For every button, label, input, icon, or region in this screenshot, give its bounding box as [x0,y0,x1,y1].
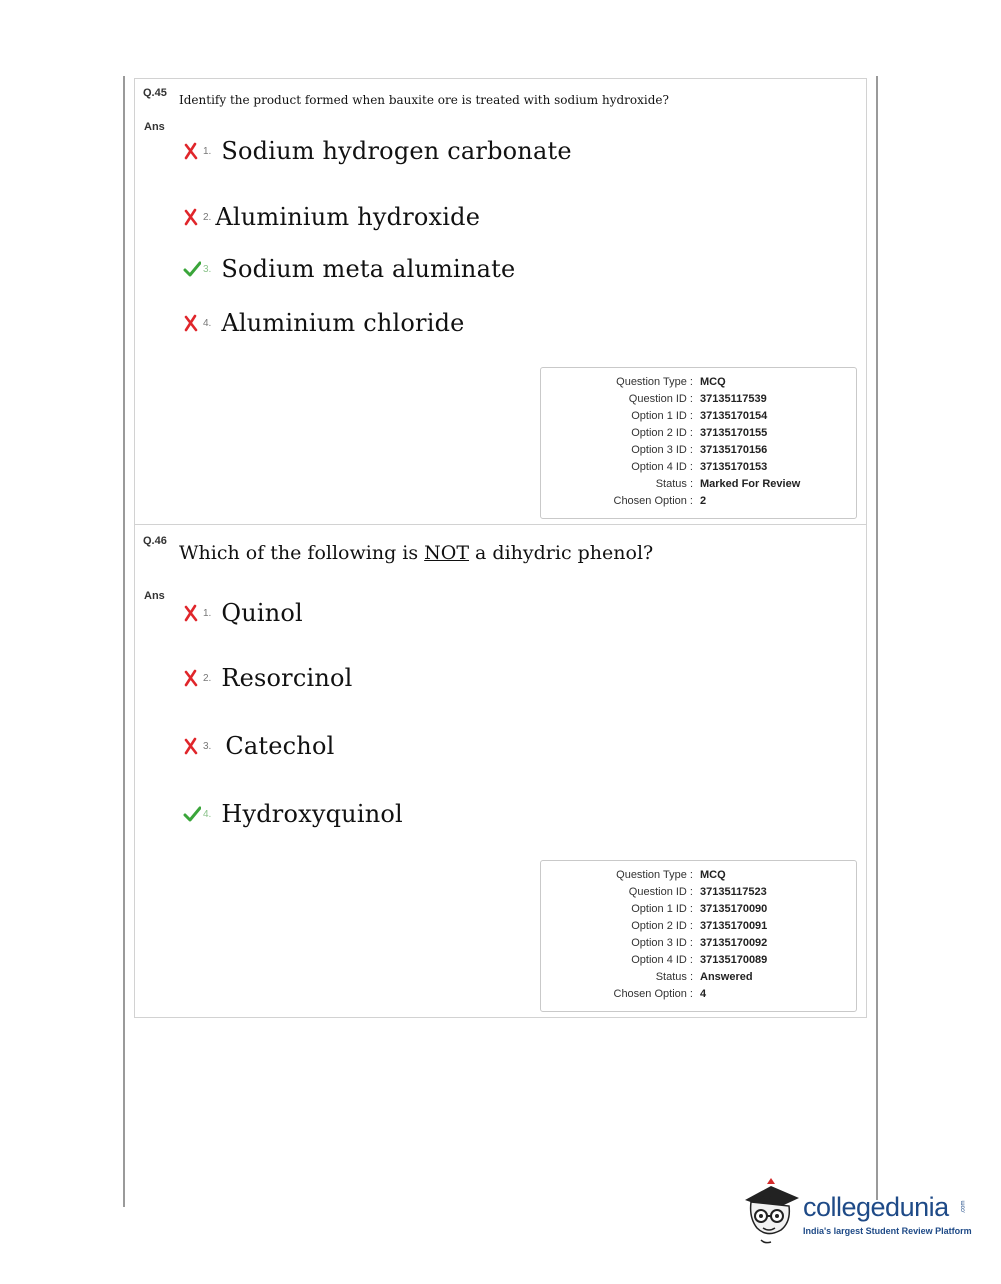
cross-icon [183,314,199,332]
meta-question-id: Question ID : 37135117539 [628,393,767,405]
meta-chosen-option: Chosen Option : 4 [613,988,707,1000]
check-icon [183,260,199,278]
mascot-icon [741,1178,803,1248]
answer-label: Ans [144,121,165,133]
cross-icon [183,669,199,687]
option-text: Aluminium chloride [221,309,465,337]
question-number: Q.46 [143,535,167,547]
option-3 [183,732,335,760]
option-text: Quinol [221,599,303,627]
question-block-45 [134,78,867,524]
meta-option-4-id: Option 4 ID : 37135170153 [631,461,768,473]
meta-option-4-id: Option 4 ID : 37135170089 [631,954,768,966]
meta-chosen-option: Chosen Option : 2 [613,495,707,507]
option-number: 3. [203,740,212,752]
question-emphasis: NOT [424,542,470,564]
option-1 [183,137,572,165]
meta-option-1-id: Option 1 ID : 37135170090 [631,903,768,915]
check-icon [183,805,199,823]
question-number: Q.45 [143,87,167,99]
cross-icon [183,737,199,755]
option-number: 1. [203,145,212,157]
meta-status: Status : Answered [655,971,753,983]
option-4 [183,800,403,828]
page-border-left [123,76,125,1207]
option-number: 2. [203,672,212,684]
option-3 [183,255,515,283]
meta-option-2-id: Option 2 ID : 37135170155 [631,427,768,439]
option-text: Catechol [225,732,335,760]
cross-icon [183,604,199,622]
question-meta-panel [540,367,857,519]
option-text: Sodium meta aluminate [221,255,516,283]
option-text: Resorcinol [221,664,353,692]
question-meta-panel [540,860,857,1012]
option-1 [183,599,303,627]
meta-option-1-id: Option 1 ID : 37135170154 [631,410,768,422]
meta-option-3-id: Option 3 ID : 37135170156 [631,444,768,456]
option-text: Hydroxyquinol [221,800,403,828]
option-2 [183,203,480,231]
option-text: Aluminium hydroxide [215,203,481,231]
meta-question-type: Question Type : MCQ [616,376,726,388]
question-text: Identify the product formed when bauxite ore is treated with sodium hydroxide? [179,93,669,107]
meta-option-2-id: Option 2 ID : 37135170091 [631,920,768,932]
page-border-right [876,76,878,1200]
cross-icon [183,142,199,160]
option-number: 1. [203,607,212,619]
option-number: 4. [203,808,212,820]
meta-option-3-id: Option 3 ID : 37135170092 [631,937,768,949]
collegedunia-logo [741,1178,971,1248]
option-text: Sodium hydrogen carbonate [221,137,572,165]
cross-icon [183,208,199,226]
logo-com: .com [960,1200,967,1214]
answer-label: Ans [144,590,165,602]
option-number: 4. [203,317,212,329]
question-block-46 [134,524,867,1018]
option-2 [183,664,353,692]
question-text: Which of the following is NOT a dihydric phenol? [179,542,654,564]
option-number: 3. [203,263,212,275]
logo-tagline: India's largest Student Review Platform [803,1226,972,1236]
meta-question-type: Question Type : MCQ [616,869,726,881]
meta-status: Status : Marked For Review [655,478,801,490]
logo-name: collegedunia [803,1192,949,1222]
meta-question-id: Question ID : 37135117523 [628,886,767,898]
option-4 [183,309,465,337]
option-number: 2. [203,211,212,223]
